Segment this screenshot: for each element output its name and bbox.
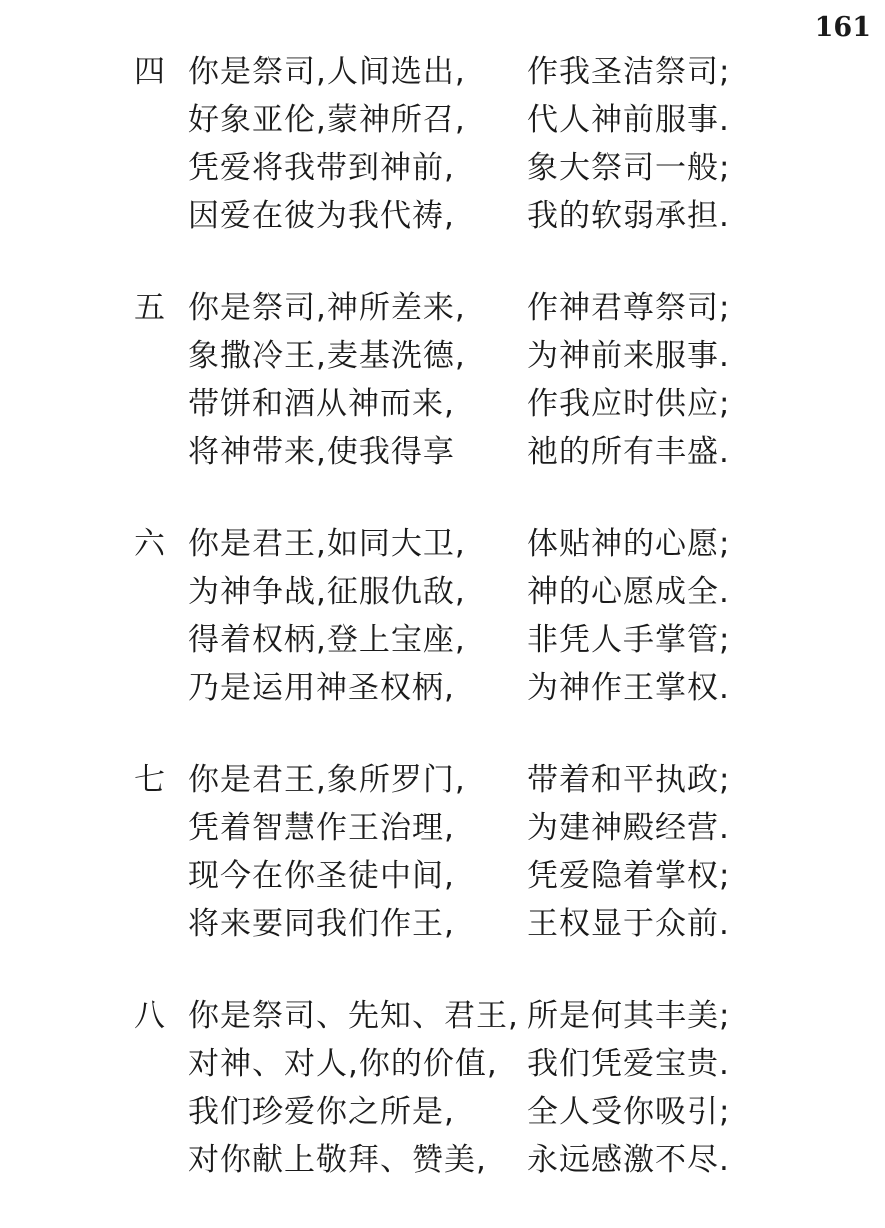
verse-line-right: 我们凭爱宝贵. <box>527 1046 730 1082</box>
verse-line-left: 我们珍爱你之所是, <box>188 1094 455 1130</box>
verse-line-left: 你是祭司、先知、君王, <box>188 998 519 1034</box>
verse-line-right: 体贴神的心愿; <box>527 526 731 562</box>
stanza-number: 五 <box>134 290 165 326</box>
verse-line-right: 永远感激不尽. <box>527 1142 730 1178</box>
page-number: 161 <box>814 12 871 43</box>
verse-line-right: 神的心愿成全. <box>527 574 730 610</box>
verse-line-right: 作我圣洁祭司; <box>527 54 731 90</box>
verse-line-left: 好象亚伦,蒙神所召, <box>188 102 466 138</box>
verse-line <box>0 568 885 616</box>
verse-line-right: 为神作王掌权. <box>527 670 730 706</box>
stanza <box>0 284 885 520</box>
verse-line-right: 象大祭司一般; <box>527 150 731 186</box>
stanza <box>0 520 885 756</box>
verse-line-right: 代人神前服事. <box>527 102 730 138</box>
verse-line <box>0 96 885 144</box>
verse-line <box>0 992 885 1040</box>
stanza <box>0 992 885 1228</box>
verse-line-right: 为神前来服事. <box>527 338 730 374</box>
verse-line <box>0 900 885 948</box>
verse-line-left: 凭爱将我带到神前, <box>188 150 455 186</box>
verse-line-right: 凭爱隐着掌权; <box>527 858 731 894</box>
verse-line <box>0 428 885 476</box>
verse-line <box>0 284 885 332</box>
verse-line-left: 你是祭司,人间选出, <box>188 54 466 90</box>
verse-line-left: 你是君王,如同大卫, <box>188 526 466 562</box>
verse-line-left: 你是君王,象所罗门, <box>188 762 466 798</box>
stanza <box>0 756 885 992</box>
verse-line <box>0 616 885 664</box>
verse-line <box>0 144 885 192</box>
verse-line <box>0 332 885 380</box>
verse-line-left: 将神带来,使我得享 <box>188 434 455 470</box>
verse-line-left: 为神争战,征服仇敌, <box>188 574 466 610</box>
verse-line-left: 因爱在彼为我代祷, <box>188 198 455 234</box>
stanza-number: 七 <box>134 762 165 798</box>
verse-line-right: 为建神殿经营. <box>527 810 730 846</box>
verse-line-right: 带着和平执政; <box>527 762 731 798</box>
verse-line <box>0 664 885 712</box>
verse-line-left: 乃是运用神圣权柄, <box>188 670 455 706</box>
verse-line-left: 象撒冷王,麦基洗德, <box>188 338 466 374</box>
verse-line <box>0 1088 885 1136</box>
verse-line-left: 凭着智慧作王治理, <box>188 810 455 846</box>
verse-line-left: 你是祭司,神所差来, <box>188 290 466 326</box>
verse-line-right: 作神君尊祭司; <box>527 290 731 326</box>
verse-line-left: 得着权柄,登上宝座, <box>188 622 466 658</box>
verse-line <box>0 756 885 804</box>
verse-line <box>0 1040 885 1088</box>
verse-line <box>0 852 885 900</box>
hymn-stanzas <box>0 48 885 1228</box>
verse-line-right: 非凭人手掌管; <box>527 622 731 658</box>
verse-line-right: 全人受你吸引; <box>527 1094 731 1130</box>
verse-line-left: 将来要同我们作王, <box>188 906 455 942</box>
verse-line-left: 带饼和酒从神而来, <box>188 386 455 422</box>
stanza-number: 四 <box>134 54 165 90</box>
verse-line <box>0 48 885 96</box>
verse-line-right: 王权显于众前. <box>527 906 730 942</box>
verse-line <box>0 192 885 240</box>
verse-line-right: 所是何其丰美; <box>527 998 731 1034</box>
stanza <box>0 48 885 284</box>
verse-line <box>0 520 885 568</box>
verse-line-left: 对你献上敬拜、赞美, <box>188 1142 487 1178</box>
verse-line <box>0 1136 885 1184</box>
verse-line-right: 作我应时供应; <box>527 386 731 422</box>
verse-line-left: 对神、对人,你的价值, <box>188 1046 498 1082</box>
verse-line-left: 现今在你圣徒中间, <box>188 858 455 894</box>
stanza-number: 八 <box>134 998 165 1034</box>
verse-line-right: 我的软弱承担. <box>527 198 730 234</box>
verse-line-right: 祂的所有丰盛. <box>527 434 730 470</box>
verse-line <box>0 380 885 428</box>
stanza-number: 六 <box>134 526 165 562</box>
verse-line <box>0 804 885 852</box>
